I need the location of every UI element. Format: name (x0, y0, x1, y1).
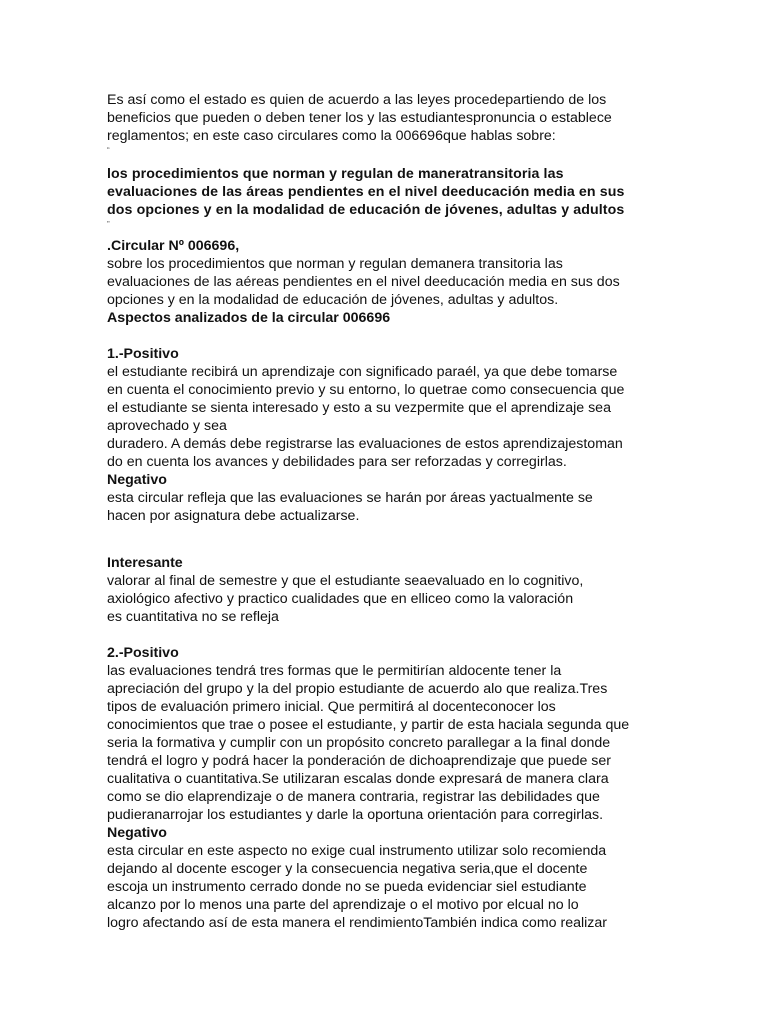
paragraph-line: hacen por asignatura debe actualizarse. (107, 508, 360, 524)
intro-paragraph (107, 91, 667, 145)
paragraph-line: es cuantitativa no se refleja (107, 609, 279, 625)
paragraph-line: escoja un instrumento cerrado donde no se pueda evidenciar siel estudiante (107, 879, 587, 895)
intro-line: Es así como el estado es quien de acuerdo a las leyes procedepartiendo de los (107, 92, 607, 108)
quoted-title-line: los procedimientos que norman y regulan de maneratransitoria las (107, 166, 564, 182)
quoted-title-line: evaluaciones de las áreas pendientes en el nivel deeducación media en sus (107, 184, 625, 200)
section1-positive-paragraph (107, 363, 667, 471)
paragraph-line: alcanzo por lo menos una parte del aprendizaje o el motivo por elcual no lo (107, 897, 579, 913)
paragraph-line: las evaluaciones tendrá tres formas que le permitirían aldocente tener la (107, 663, 562, 679)
section1-negative-heading: Negativo (107, 472, 167, 488)
section1-interesting-paragraph (107, 572, 667, 626)
paragraph-line: do en cuenta los avances y debilidades para ser reforzadas y corregirlas. (107, 454, 567, 470)
paragraph-line: en cuenta el conocimiento previo y su entorno, lo quetrae como consecuencia que (107, 382, 625, 398)
paragraph-line: esta circular en este aspecto no exige cual instrumento utilizar solo recomienda (107, 843, 607, 859)
paragraph-line: valorar al final de semestre y que el estudiante seaevaluado en lo cognitivo, (107, 573, 584, 589)
circular-line: opciones y en la modalidad de educación de jóvenes, adultas y adultos. (107, 292, 559, 308)
circular-line: sobre los procedimientos que norman y regulan demanera transitoria las (107, 256, 563, 272)
paragraph-line: el estudiante se sienta interesado y esto a su vezpermite que el aprendizaje sea (107, 400, 611, 416)
document-page (107, 91, 667, 932)
section1-negative-paragraph (107, 489, 667, 525)
open-quote-mark: “ (107, 146, 110, 155)
section2-negative-heading: Negativo (107, 825, 167, 841)
section1-interesting-heading: Interesante (107, 555, 183, 571)
paragraph-line: seria la formativa y cumplir con un propósito concreto parallegar a la final donde (107, 735, 611, 751)
intro-line: reglamentos; en este caso circulares como la 006696que hablas sobre: (107, 128, 556, 144)
section1-positive-heading: 1.-Positivo (107, 346, 179, 362)
section2-positive-paragraph (107, 662, 667, 824)
paragraph-line: conocimientos que trae o posee el estudiante, y partir de esta haciala segunda que (107, 717, 630, 733)
paragraph-line: apreciación del grupo y la del propio estudiante de acuerdo alo que realiza.Tres (107, 681, 608, 697)
quoted-title-line: dos opciones y en la modalidad de educación de jóvenes, adultas y adultos (107, 202, 625, 218)
quoted-title (107, 165, 667, 219)
intro-line: beneficios que pueden o deben tener los y las estudiantespronuncia o establece (107, 110, 612, 126)
section2-negative-paragraph (107, 842, 667, 932)
circular-heading: .Circular Nº 006696, (107, 238, 240, 254)
close-quote-mark: ” (107, 220, 110, 229)
circular-paragraph (107, 255, 667, 309)
aspects-heading: Aspectos analizados de la circular 006696 (107, 310, 391, 326)
paragraph-line: como se dio elaprendizaje o de manera contraria, registrar las debilidades que (107, 789, 600, 805)
section2-positive-heading: 2.-Positivo (107, 645, 179, 661)
paragraph-line: logro afectando así de esta manera el rendimientoTambién indica como realizar (107, 915, 607, 931)
paragraph-line: pudieranarrojar los estudiantes y darle la oportuna orientación para corregirlas. (107, 807, 604, 823)
paragraph-line: cualitativa o cuantitativa.Se utilizaran escalas donde expresará de manera clara (107, 771, 609, 787)
circular-line: evaluaciones de las aéreas pendientes en el nivel deeducación media en sus dos (107, 274, 620, 290)
paragraph-line: esta circular refleja que las evaluaciones se harán por áreas yactualmente se (107, 490, 593, 506)
paragraph-line: tendrá el logro y podrá hacer la ponderación de dichoaprendizaje que puede ser (107, 753, 612, 769)
paragraph-line: tipos de evaluación primero inicial. Que permitirá al docenteconocer los (107, 699, 556, 715)
paragraph-line: axiológico afectivo y practico cualidades que en elliceo como la valoración (107, 591, 574, 607)
paragraph-line: duradero. A demás debe registrarse las evaluaciones de estos aprendizajestoman (107, 436, 623, 452)
paragraph-line: el estudiante recibirá un aprendizaje con significado paraél, ya que debe tomarse (107, 364, 618, 380)
paragraph-line: aprovechado y sea (107, 418, 227, 434)
paragraph-line: dejando al docente escoger y la consecuencia negativa seria,que el docente (107, 861, 588, 877)
